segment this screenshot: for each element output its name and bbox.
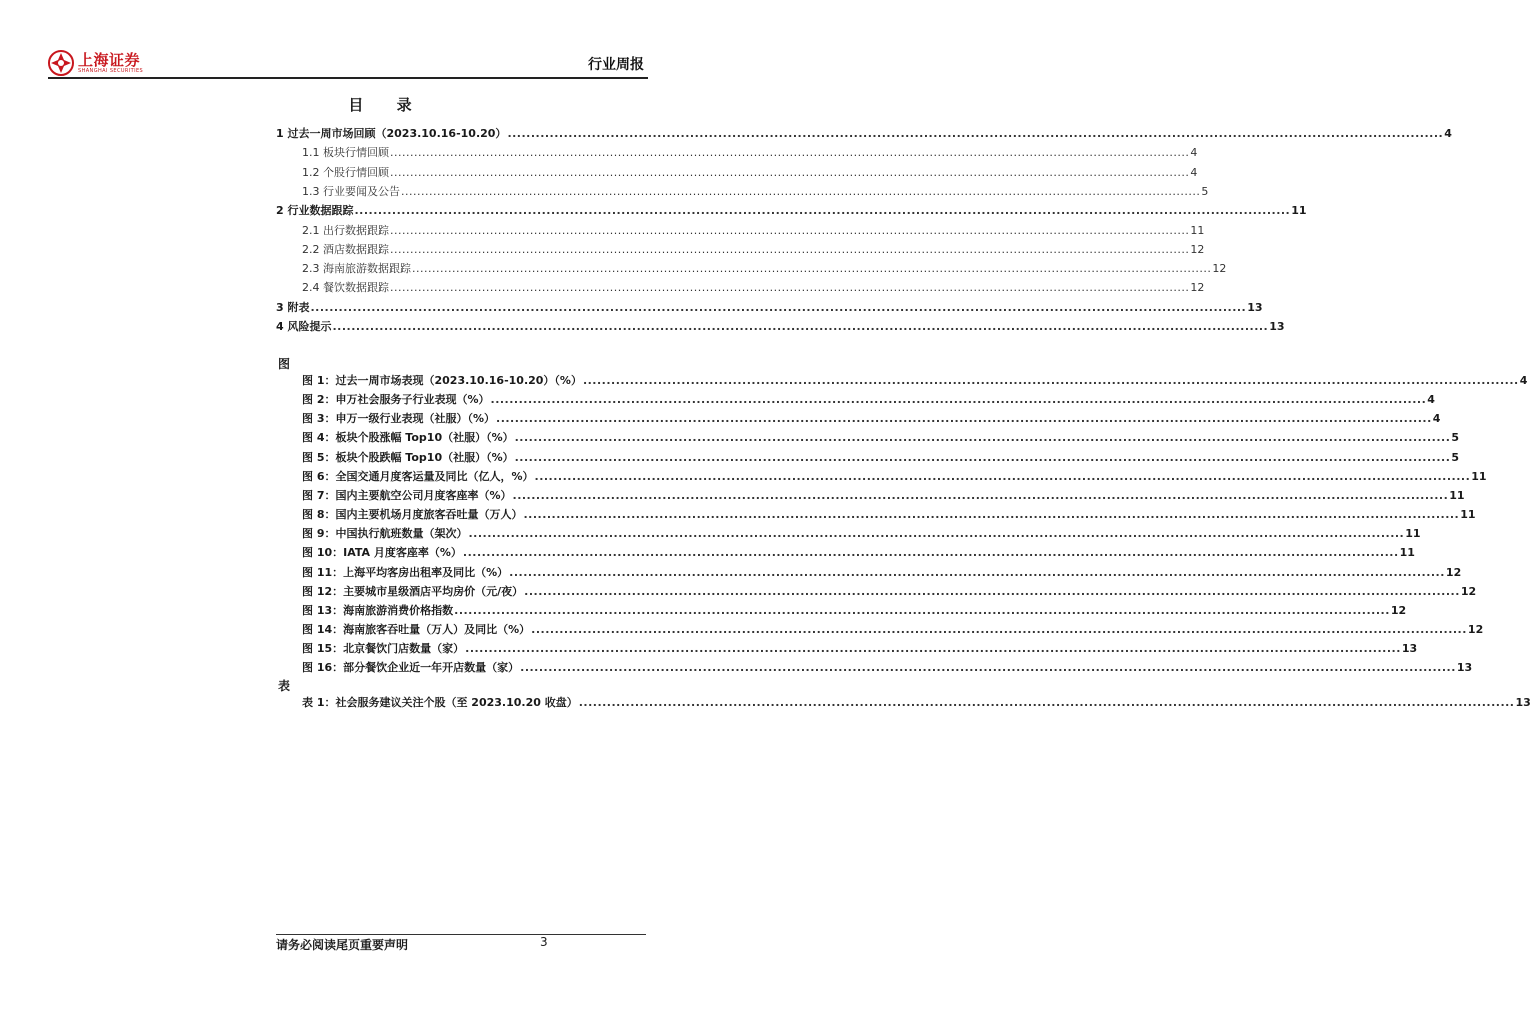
toc-page-number: 11 [1471,469,1487,483]
figure-list-item[interactable] [0,583,1477,601]
company-logo [48,50,143,76]
leader-dots: ........................................................................................................................................................................................................ [524,584,1460,598]
toc-page-number: 12 [1445,565,1462,579]
leader-dots: ........................................................................................................................................................................................................ [514,431,1451,445]
toc-entry-label: 图 1：过去一周市场表现（2023.10.16-10.20）（%） [302,374,582,387]
toc-entry-label: 图 6：全国交通月度客运量及同比（亿人，%） [302,469,534,483]
toc-page-number: 5 [1451,450,1460,464]
toc-entry-label: 图 13：海南旅游消费价格指数 [302,603,454,617]
leader-dots: ........................................................................................................................................................................................................ [490,393,1427,407]
figure-list-item[interactable] [0,525,1421,543]
leader-dots: ........................................................................................................................................................................................................ [507,127,1444,140]
leader-dots: ........................................................................................................................................................................................................ [496,412,1432,426]
figure-list-item[interactable] [0,449,1460,467]
toc-page-number: 5 [1201,184,1209,198]
toc-item[interactable] [0,241,1205,259]
toc-entry-label: 图 3：申万一级行业表现（社服）（%） [302,412,496,426]
figure-list-item[interactable] [0,391,1435,409]
toc-page-number: 5 [1451,431,1460,445]
toc-page-number: 13 [1515,696,1531,709]
figure-list-item[interactable] [0,602,1407,620]
toc-page-number: 12 [1467,622,1484,636]
toc-entry-label: 图 16：部分餐饮企业近一年开店数量（家） [302,661,520,675]
toc-entry-label: 2 行业数据跟踪 [276,204,354,218]
table-list-item[interactable] [0,694,1531,712]
toc-page-number: 11 [1405,527,1421,541]
figure-list-item[interactable] [0,468,1487,486]
toc-page-number: 13 [1401,642,1418,656]
toc-item[interactable] [0,299,1263,317]
leader-dots: ........................................................................................................................................................................................................ [390,165,1190,179]
page-header [48,48,648,78]
toc-entry-label: 1.1 板块行情回顾 [302,146,389,160]
leader-dots: ........................................................................................................................................................................................................ [454,603,1390,617]
toc-entry-label: 表 1：社会服务建议关注个股（至 2023.10.20 收盘） [302,696,578,709]
figure-list-item[interactable] [0,506,1476,524]
toc-item[interactable] [0,183,1209,201]
toc-page-number: 4 [1427,393,1435,407]
leader-dots: ........................................................................................................................................................................................................ [354,204,1291,218]
toc-page-number: 11 [1291,204,1307,218]
leader-dots: ........................................................................................................................................................................................................ [534,469,1471,483]
toc-entry-label: 图 10：IATA 月度客座率（%） [302,546,462,560]
leader-dots: ........................................................................................................................................................................................................ [390,223,1190,237]
figure-list-item[interactable] [0,659,1473,677]
toc-page-number: 12 [1190,281,1205,295]
figure-list-item[interactable] [0,544,1415,562]
toc-title: 目 录 [348,96,426,114]
toc-item[interactable] [0,318,1285,336]
logo-english-name: SHANGHAI SECURITIES [78,67,144,74]
toc-entry-label: 图 4：板块个股涨幅 Top10（社服）（%） [302,431,514,445]
toc-entry-label: 1 过去一周市场回顾（2023.10.16-10.20） [276,127,507,140]
leader-dots: ........................................................................................................................................................................................................ [310,300,1247,314]
toc-page-number: 4 [1444,127,1452,140]
tables-heading: 表 [278,679,291,693]
footer-divider [276,934,646,935]
figure-list-item[interactable] [0,564,1462,582]
figure-list-item[interactable] [0,429,1460,447]
toc-entry-label: 图 12：主要城市星级酒店平均房价（元/夜） [302,584,524,598]
report-type-label: 行业周报 [588,57,644,73]
leader-dots: ........................................................................................................................................................................................................ [390,146,1190,160]
toc-page-number: 4 [1190,165,1198,179]
toc-entry-label: 2.1 出行数据跟踪 [302,223,389,237]
toc-entry-label: 图 11：上海平均客房出租率及同比（%） [302,565,509,579]
leader-dots: ........................................................................................................................................................................................................ [523,508,1460,522]
toc-entry-label: 4 风险提示 [276,320,332,333]
figure-list-item[interactable] [0,640,1418,658]
toc-entry-label: 图 15：北京餐饮门店数量（家） [302,642,465,656]
toc-entry-label: 图 2：申万社会服务子行业表现（%） [302,393,490,407]
toc-page-number: 13 [1269,320,1285,333]
toc-entry-label: 图 7：国内主要航空公司月度客座率（%） [302,488,512,502]
figure-list-item[interactable] [0,410,1441,428]
toc-entry-label: 2.3 海南旅游数据跟踪 [302,262,411,276]
toc-page-number: 13 [1456,661,1473,675]
toc-item[interactable] [0,164,1198,182]
toc-item[interactable] [0,202,1307,220]
leader-dots: ........................................................................................................................................................................................................ [401,184,1201,198]
toc-item[interactable] [0,260,1227,278]
toc-entry-label: 1.2 个股行情回顾 [302,165,389,179]
toc-page-number: 13 [1247,300,1263,314]
toc-item[interactable] [0,125,1452,143]
figure-list-item[interactable] [0,372,1528,390]
leader-dots: ........................................................................................................................................................................................................ [390,281,1190,295]
toc-page-number: 12 [1212,262,1227,276]
logo-wordmark [78,52,143,75]
leader-dots: ........................................................................................................................................................................................................ [578,696,1515,709]
toc-page-number: 11 [1190,223,1205,237]
page-number: 3 [540,935,548,949]
toc-page-number: 11 [1399,546,1415,560]
toc-item[interactable] [0,279,1205,297]
logo-chinese-name: 上海证券 [78,50,141,69]
toc-page-number: 12 [1460,584,1477,598]
toc-entry-label: 图 14：海南旅客吞吐量（万人）及同比（%） [302,622,531,636]
figure-list-item[interactable] [0,487,1465,505]
header-divider [48,77,648,79]
toc-page-number: 4 [1432,412,1441,426]
toc-entry-label: 2.4 餐饮数据跟踪 [302,281,389,295]
leader-dots: ........................................................................................................................................................................................................ [582,374,1519,387]
toc-entry-label: 3 附表 [276,300,310,314]
leader-dots: ........................................................................................................................................................................................................ [520,661,1456,675]
leader-dots: ........................................................................................................................................................................................................ [468,527,1405,541]
leader-dots: ........................................................................................................................................................................................................ [509,565,1445,579]
figure-list-item[interactable] [0,621,1484,639]
leader-dots: ........................................................................................................................................................................................................ [462,546,1399,560]
toc-entry-label: 1.3 行业要闻及公告 [302,184,400,198]
leader-dots: ........................................................................................................................................................................................................ [390,242,1190,256]
figures-heading: 图 [278,357,291,371]
toc-item[interactable] [0,222,1205,240]
leader-dots: ........................................................................................................................................................................................................ [512,488,1449,502]
leader-dots: ........................................................................................................................................................................................................ [465,642,1401,656]
toc-entry-label: 图 5：板块个股跌幅 Top10（社服）（%） [302,450,514,464]
leader-dots: ........................................................................................................................................................................................................ [412,262,1212,276]
leader-dots: ........................................................................................................................................................................................................ [332,320,1269,333]
toc-entry-label: 图 9：中国执行航班数量（架次） [302,527,468,541]
logo-emblem-icon [48,50,74,76]
toc-entry-label: 2.2 酒店数据跟踪 [302,242,389,256]
toc-item[interactable] [0,144,1198,162]
toc-page-number: 12 [1390,603,1407,617]
toc-page-number: 12 [1190,242,1205,256]
leader-dots: ........................................................................................................................................................................................................ [514,450,1451,464]
toc-entry-label: 图 8：国内主要机场月度旅客吞吐量（万人） [302,508,523,522]
disclaimer-note: 请务必阅读尾页重要声明 [276,938,409,952]
toc-page-number: 4 [1190,146,1198,160]
toc-page-number: 11 [1449,488,1465,502]
toc-page-number: 4 [1519,374,1528,387]
leader-dots: ........................................................................................................................................................................................................ [531,622,1467,636]
toc-page-number: 11 [1460,508,1476,522]
